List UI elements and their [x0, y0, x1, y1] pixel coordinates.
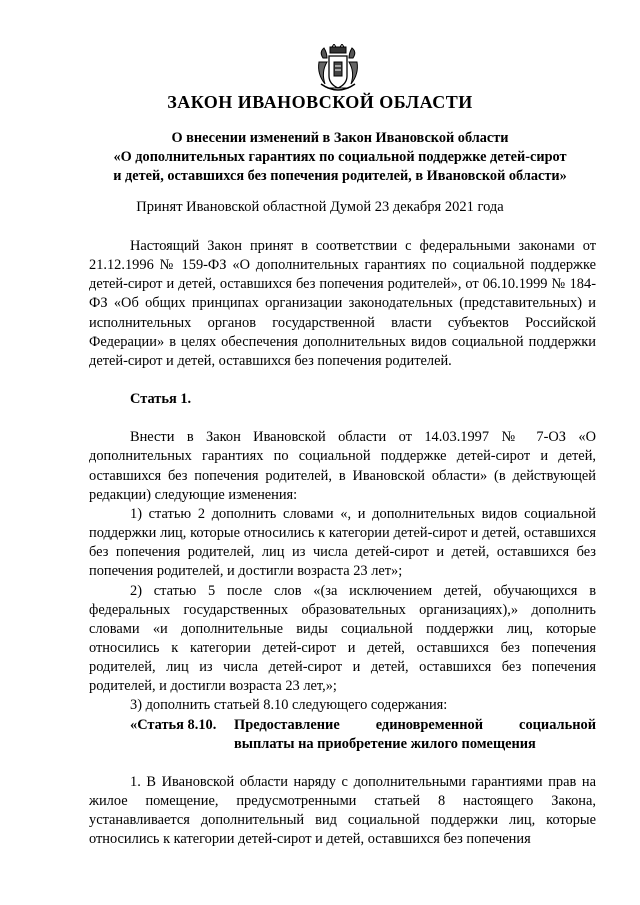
item-2-paragraph: 2) статью 5 после слов «(за исключением детей, обучающихся в федеральных государственных образовательных организациях),» дополнить словами «и дополнительные виды социальной поддержки лиц, которые относились к категории детей-сирот и детей, оставшихся без попечения родителей, лиц из числа детей-сирот и детей, оставшихся без попечения родителей, и достигли возраста 23 лет,»;	[89, 582, 596, 695]
article-1-intro: Внести в Закон Ивановской области от 14.03.1997 № 7-ОЗ «О дополнительных гарантиях по социальной поддержке детей-сирот и детей, оставшихся без попечения родителей, в Ивановской области» (в действующей редакции) следующие изменения:	[89, 429, 596, 503]
article-8-10-number: «Статья 8.10.	[130, 716, 217, 733]
article-8-10-name	[234, 716, 596, 754]
law-subtitle	[90, 129, 590, 186]
subtitle-line-3: и детей, оставшихся без попечения родителей, в Ивановской области»	[113, 168, 567, 184]
article-8-10-paragraph-1: 1. В Ивановской области наряду с дополнительными гарантиями прав на жилое помещение, предусмотренными статьей 8 настоящего Закона, устанавливается дополнительный вид социальной поддержки лиц, которые относились к категории детей-сирот и детей, оставшихся без попечения	[89, 773, 596, 848]
adoption-line: Принят Ивановской областной Думой 23 декабря 2021 года	[136, 199, 504, 215]
article-1-heading: Статья 1.	[130, 391, 192, 408]
item-1-paragraph: 1) статью 2 дополнить словами «, и дополнительных видов социальной поддержки лиц, которые относились к категории детей-сирот и детей, оставшихся без попечения родителей, лиц из числа детей-сирот и детей, оставшихся без попечения родителей, и достигли возраста 23 лет»;	[89, 505, 596, 580]
coat-of-arms-icon	[315, 44, 361, 96]
preamble-paragraph: Настоящий Закон принят в соответствии с федеральными законами от 21.12.1996 № 159-ФЗ «О дополнительных гарантиях по социальной поддержке детей-сирот и детей, оставшихся без попечения родителей», от 06.10.1999 № 184-ФЗ «Об общих принципах организации законодательных (представительных) и исполнительных органов государственной власти субъектов Российской Федерации» в целях обеспечения дополнительных видов социальной поддержки детей-сирот и детей, оставшихся без попечения родителей.	[89, 238, 596, 369]
article-8-10-name-line-2: выплаты на приобретение жилого помещения	[234, 735, 536, 752]
law-body	[89, 237, 596, 850]
law-title: ЗАКОН ИВАНОВСКОЙ ОБЛАСТИ	[167, 92, 473, 112]
item-3-paragraph: 3) дополнить статьей 8.10 следующего содержания:	[130, 697, 448, 714]
article-8-10-name-line-1: Предоставление единовременной социальной	[234, 716, 596, 733]
article-8-10-heading	[89, 716, 596, 754]
subtitle-line-1: О внесении изменений в Закон Ивановской области	[171, 130, 509, 146]
subtitle-line-2: «О дополнительных гарантиях по социальной поддержке детей-сирот	[113, 149, 567, 165]
